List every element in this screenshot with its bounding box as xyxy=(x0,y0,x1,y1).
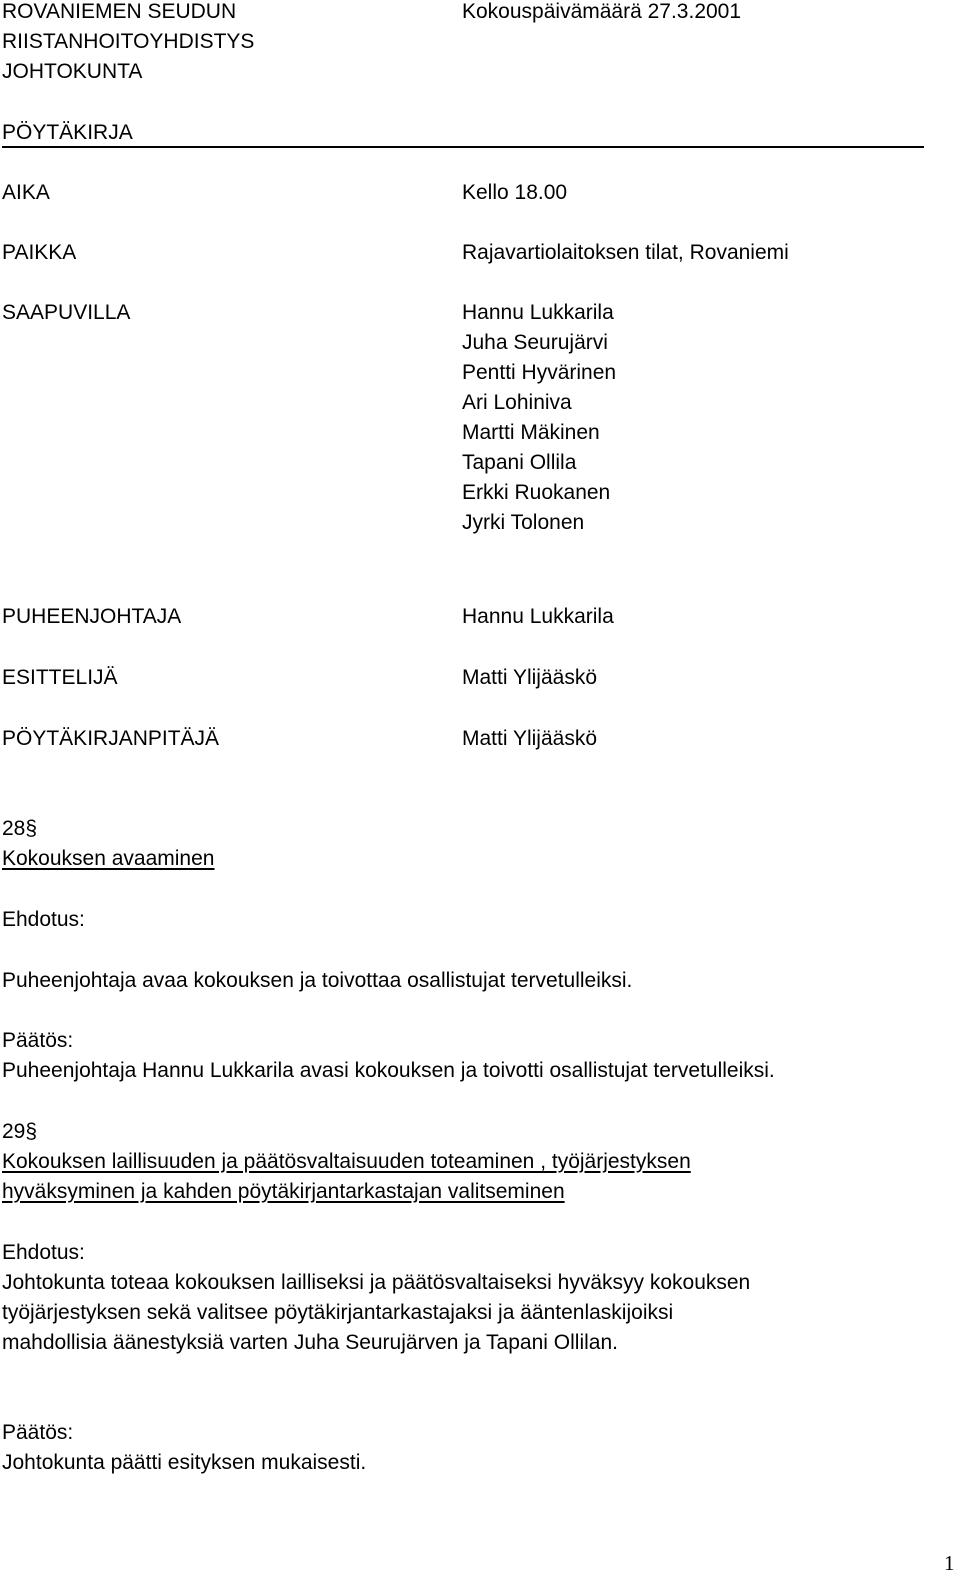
secretary-label: PÖYTÄKIRJANPITÄJÄ xyxy=(2,727,220,750)
organization-name-line1: ROVANIEMEN SEUDUN xyxy=(2,0,237,23)
chair-value: Hannu Lukkarila xyxy=(462,605,614,628)
list-item: Tapani Ollila xyxy=(462,451,577,474)
time-label: AIKA xyxy=(2,181,50,204)
list-item: Martti Mäkinen xyxy=(462,421,600,444)
proposal-label: Ehdotus: xyxy=(2,1241,85,1264)
chair-label: PUHEENJOHTAJA xyxy=(2,605,182,628)
proposal-label: Ehdotus: xyxy=(2,908,85,931)
section-number xyxy=(2,1117,37,1147)
section-title: Kokouksen avaaminen xyxy=(2,847,215,870)
section-number xyxy=(2,814,37,844)
list-item: Ari Lohiniva xyxy=(462,391,572,414)
proposal-text-line2: työjärjestyksen sekä valitsee pöytäkirjantarkastajaksi ja ääntenlaskijoiksi xyxy=(2,1301,674,1324)
presenter-value: Matti Ylijääskö xyxy=(462,666,598,689)
section-title-line1: Kokouksen laillisuuden ja päätösvaltaisuuden toteaminen , työjärjestyksen xyxy=(2,1150,691,1173)
proposal-text: Puheenjohtaja avaa kokouksen ja toivottaa osallistujat tervetulleiksi. xyxy=(2,969,633,992)
decision-label: Päätös: xyxy=(2,1029,74,1052)
section-sign-icon: § xyxy=(25,817,38,840)
proposal-text-line3: mahdollisia äänestyksiä varten Juha Seurujärven ja Tapani Ollilan. xyxy=(2,1331,618,1354)
proposal-text-line1: Johtokunta toteaa kokouksen lailliseksi ja päätösvaltaiseksi hyväksyy kokouksen xyxy=(2,1271,751,1294)
decision-text: Johtokunta päätti esityksen mukaisesti. xyxy=(2,1451,367,1474)
place-label: PAIKKA xyxy=(2,241,77,264)
time-value: Kello 18.00 xyxy=(462,181,568,204)
presenter-label: ESITTELIJÄ xyxy=(2,666,118,689)
decision-label: Päätös: xyxy=(2,1421,74,1444)
present-label: SAAPUVILLA xyxy=(2,301,131,324)
meeting-date: Kokouspäivämäärä 27.3.2001 xyxy=(462,0,742,23)
list-item: Hannu Lukkarila xyxy=(462,301,614,324)
list-item: Erkki Ruokanen xyxy=(462,481,611,504)
place-value: Rajavartiolaitoksen tilat, Rovaniemi xyxy=(462,241,789,264)
section-number-value: 28 xyxy=(2,817,26,840)
list-item: Jyrki Tolonen xyxy=(462,511,585,534)
section-title-line2: hyväksyminen ja kahden pöytäkirjantarkastajan valitseminen xyxy=(2,1180,565,1203)
present-list xyxy=(462,298,616,538)
page-number: 1 xyxy=(944,1551,955,1575)
header-divider xyxy=(2,146,924,148)
list-item: Pentti Hyvärinen xyxy=(462,361,617,384)
section-number-value: 29 xyxy=(2,1120,26,1143)
decision-text: Puheenjohtaja Hannu Lukkarila avasi kokouksen ja toivotti osallistujat tervetulleiksi. xyxy=(2,1059,775,1082)
organization-name-line2: RIISTANHOITOYHDISTYS xyxy=(2,30,255,53)
document-type: PÖYTÄKIRJA xyxy=(2,121,133,144)
section-sign-icon: § xyxy=(25,1120,38,1143)
organization-name-line3: JOHTOKUNTA xyxy=(2,60,143,83)
secretary-value: Matti Ylijääskö xyxy=(462,727,598,750)
list-item: Juha Seurujärvi xyxy=(462,331,608,354)
